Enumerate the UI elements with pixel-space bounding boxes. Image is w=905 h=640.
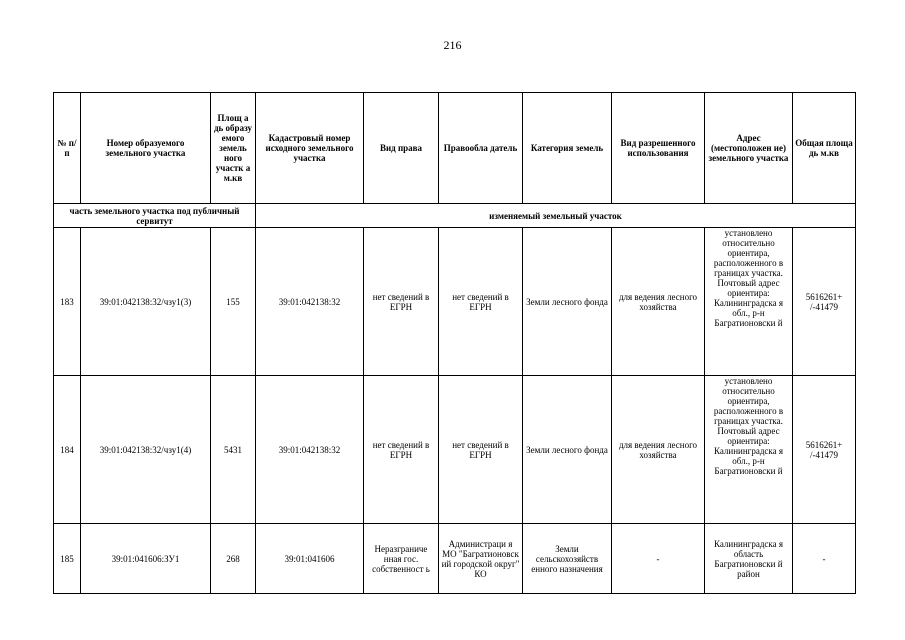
header-category: Категория земель xyxy=(523,93,612,204)
cell-category: Земли лесного фонда xyxy=(523,376,612,524)
cell-plot-number: 39:01:042138:32/чзу1(4) xyxy=(81,376,211,524)
cell-address: Калининградска я область Багратионовски й район xyxy=(705,524,793,594)
cell-address: установлено относительно ориентира, расположенного в границах участка. Почтовый адрес ориентира: Калининградска я обл., р-н Багратионовски й xyxy=(705,376,793,524)
subheader-changed-plot: изменяемый земельный участок xyxy=(256,204,856,228)
cell-category: Земли лесного фонда xyxy=(523,228,612,376)
header-use: Вид разрешенного использования xyxy=(612,93,705,204)
cell-use: для ведения лесного хозяйства xyxy=(612,228,705,376)
header-num: № п/п xyxy=(54,93,81,204)
cell-total-area: 5616261+ /-41479 xyxy=(793,376,856,524)
table-header-row xyxy=(54,93,856,204)
cell-right-type: Неразграниче нная гос. собственност ь xyxy=(364,524,439,594)
table-row xyxy=(54,524,856,594)
cell-total-area: - xyxy=(793,524,856,594)
cell-total-area: 5616261+ /-41479 xyxy=(793,228,856,376)
header-cadastral: Кадастровый номер исходного земельного участка xyxy=(256,93,364,204)
cell-area: 5431 xyxy=(211,376,256,524)
cell-area: 155 xyxy=(211,228,256,376)
cell-num: 185 xyxy=(54,524,81,594)
header-address: Адрес (местоположен ие) земельного участка xyxy=(705,93,793,204)
table-row xyxy=(54,376,856,524)
table-subheader-row xyxy=(54,204,856,228)
cell-plot-number: 39:01:042138:32/чзу1(3) xyxy=(81,228,211,376)
land-plot-table xyxy=(53,92,856,594)
cell-address: установлено относительно ориентира, расположенного в границах участка. Почтовый адрес ориентира: Калининградска я обл., р-н Багратионовски й xyxy=(705,228,793,376)
cell-num: 183 xyxy=(54,228,81,376)
page-number: 216 xyxy=(443,38,462,52)
cell-use: - xyxy=(612,524,705,594)
cell-right-type: нет сведений в ЕГРН xyxy=(364,376,439,524)
header-right-type: Вид права xyxy=(364,93,439,204)
cell-holder: нет сведений в ЕГРН xyxy=(439,228,523,376)
cell-plot-number: 39:01:041606:ЗУ1 xyxy=(81,524,211,594)
cell-holder: нет сведений в ЕГРН xyxy=(439,376,523,524)
header-holder: Правообла датель xyxy=(439,93,523,204)
cell-category: Земли сельскохозяйств енного назначения xyxy=(523,524,612,594)
cell-use: для ведения лесного хозяйства xyxy=(612,376,705,524)
table-row xyxy=(54,228,856,376)
cell-cadastral: 39:01:042138:32 xyxy=(256,376,364,524)
cell-holder: Администраци я МО "Багратионовск ий городской округ" КО xyxy=(439,524,523,594)
subheader-servitude: часть земельного участка под публичный сервитут xyxy=(54,204,256,228)
header-plot-number: Номер образуемого земельного участка xyxy=(81,93,211,204)
cell-right-type: нет сведений в ЕГРН xyxy=(364,228,439,376)
cell-cadastral: 39:01:041606 xyxy=(256,524,364,594)
header-area: Площ а дь образу емого земель ного участк а м.кв xyxy=(211,93,256,204)
cell-area: 268 xyxy=(211,524,256,594)
cell-num: 184 xyxy=(54,376,81,524)
cell-cadastral: 39:01:042138:32 xyxy=(256,228,364,376)
header-total-area: Общая площа дь м.кв xyxy=(793,93,856,204)
